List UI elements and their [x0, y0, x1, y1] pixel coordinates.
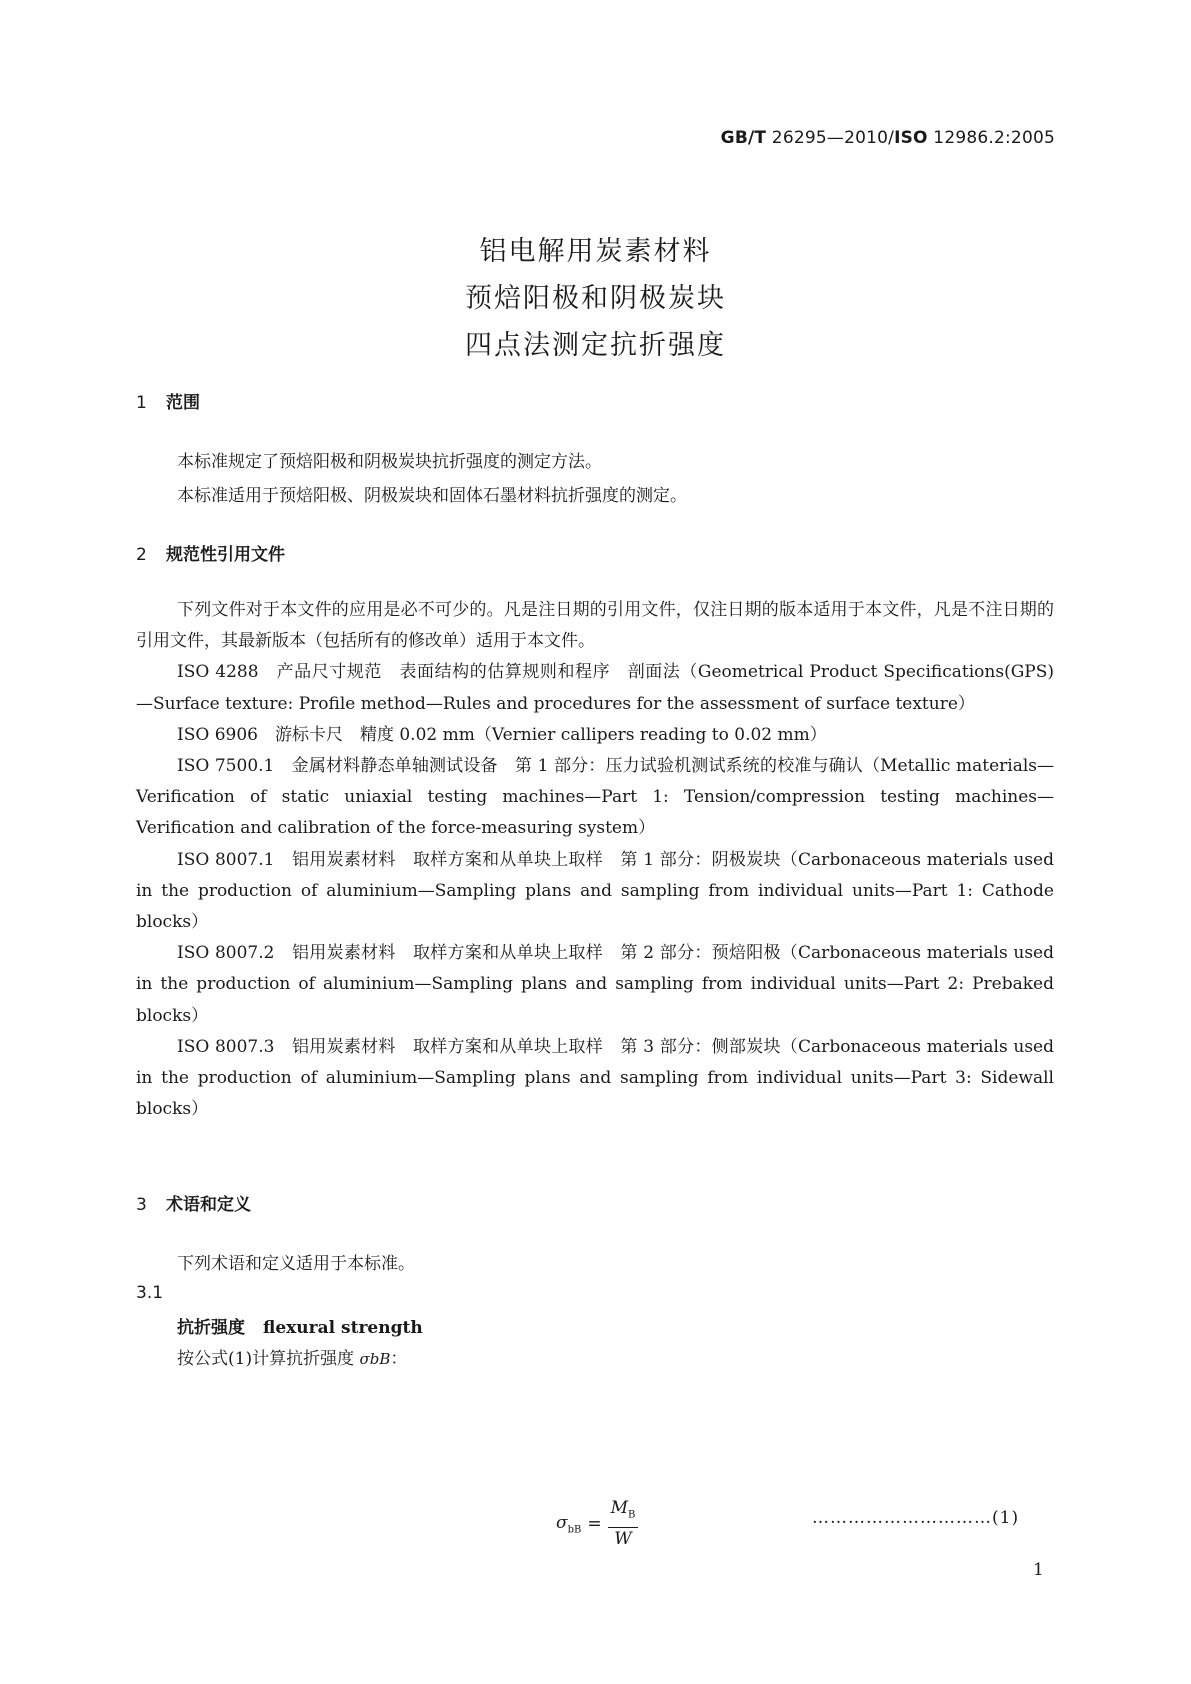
formula-intro-symbol: σbB — [359, 1350, 391, 1368]
section-3-number: 3 — [136, 1195, 147, 1215]
formula-lhs — [556, 1513, 581, 1535]
formula-1 — [556, 1497, 638, 1550]
formula-intro — [177, 1344, 407, 1369]
paragraph: 本标准适用于预焙阳极、阴极炭块和固体石墨材料抗折强度的测定。 — [177, 486, 687, 506]
section-2-heading — [136, 540, 285, 565]
formula-equals: = — [587, 1513, 602, 1534]
section-3-intro — [136, 1247, 1054, 1281]
page-number: 1 — [1033, 1560, 1044, 1580]
reference-item: ISO 8007.3 铝用炭素材料 取样方案和从单块上取样 第 3 部分：侧部炭块（Carbonaceous materials used in the production of aluminium—Sampling plans and sampling from individual units—Part 3: Sidewall blocks） — [136, 1036, 1054, 1120]
formula-lhs-subscript: bB — [567, 1523, 582, 1535]
term-entry — [177, 1313, 423, 1338]
code-suffix: 12986.2:2005 — [927, 128, 1055, 148]
section-2-title: 规范性引用文件 — [166, 545, 285, 565]
formula-intro-text: 按公式(1)计算抗折强度 — [177, 1349, 355, 1369]
title-line-2: 预焙阳极和阴极炭块 — [465, 283, 726, 314]
document-title — [0, 228, 1191, 369]
code-prefix: GB/T — [720, 128, 767, 148]
code-iso: ISO — [894, 128, 928, 148]
paragraph: 本标准规定了预焙阳极和阴极炭块抗折强度的测定方法。 — [177, 452, 602, 472]
section-1-body — [136, 445, 1054, 513]
term-english: flexural strength — [263, 1318, 423, 1338]
section-3-title: 术语和定义 — [166, 1195, 251, 1215]
formula-intro-colon: ： — [390, 1349, 408, 1369]
reference-item: ISO 8007.2 铝用炭素材料 取样方案和从单块上取样 第 2 部分：预焙阳极（Carbonaceous materials used in the production of aluminium—Sampling plans and sampling from individual units—Part 2: Prebaked blocks） — [136, 943, 1054, 1026]
reference-item: ISO 7500.1 金属材料静态单轴测试设备 第 1 部分：压力试验机测试系统的校准与确认（Metallic materials—Verification of static uniaxial testing machines—Part 1: Tension/compression testing machines—Verification and calibration of the force-measuring system） — [136, 756, 1054, 839]
formula-number: …………………………(1) — [812, 1508, 1020, 1528]
section-2-body — [136, 595, 1054, 1125]
code-mid: 26295—2010/ — [766, 128, 895, 148]
reference-item: ISO 4288 产品尺寸规范 表面结构的估算规则和程序 剖面法（Geometrical Product Specifications(GPS)—Surface texture: Profile method—Rules and procedures for the assessment of surface texture） — [136, 662, 1054, 714]
reference-item: ISO 8007.1 铝用炭素材料 取样方案和从单块上取样 第 1 部分：阴极炭块（Carbonaceous materials used in the production of aluminium—Sampling plans and sampling from individual units—Part 1: Cathode blocks） — [136, 849, 1054, 933]
paragraph: 下列术语和定义适用于本标准。 — [177, 1254, 415, 1274]
title-line-1: 铝电解用炭素材料 — [479, 236, 712, 267]
section-1-title: 范围 — [166, 393, 200, 413]
paragraph: 下列文件对于本文件的应用是必不可少的。凡是注日期的引用文件，仅注日期的版本适用于本文件，凡是不注日期的引用文件，其最新版本（包括所有的修改单）适用于本文件。 — [136, 600, 1054, 652]
formula-numerator-subscript: B — [628, 1509, 636, 1521]
formula-numerator-symbol: M — [610, 1498, 629, 1518]
term-chinese: 抗折强度 — [177, 1318, 245, 1338]
title-line-3: 四点法测定抗折强度 — [465, 330, 726, 361]
standard-code — [721, 128, 1055, 148]
section-3-heading — [136, 1190, 251, 1215]
reference-item: ISO 6906 游标卡尺 精度 0.02 mm（Vernier callipers reading to 0.02 mm） — [177, 724, 827, 745]
section-1-heading — [136, 388, 200, 413]
formula-lhs-symbol: σ — [556, 1512, 568, 1533]
clause-number: 3.1 — [136, 1283, 164, 1303]
formula-fraction — [608, 1497, 639, 1550]
section-1-number: 1 — [136, 393, 147, 413]
section-2-number: 2 — [136, 545, 147, 565]
formula-denominator: W — [614, 1529, 632, 1550]
formula-numerator — [608, 1497, 639, 1528]
